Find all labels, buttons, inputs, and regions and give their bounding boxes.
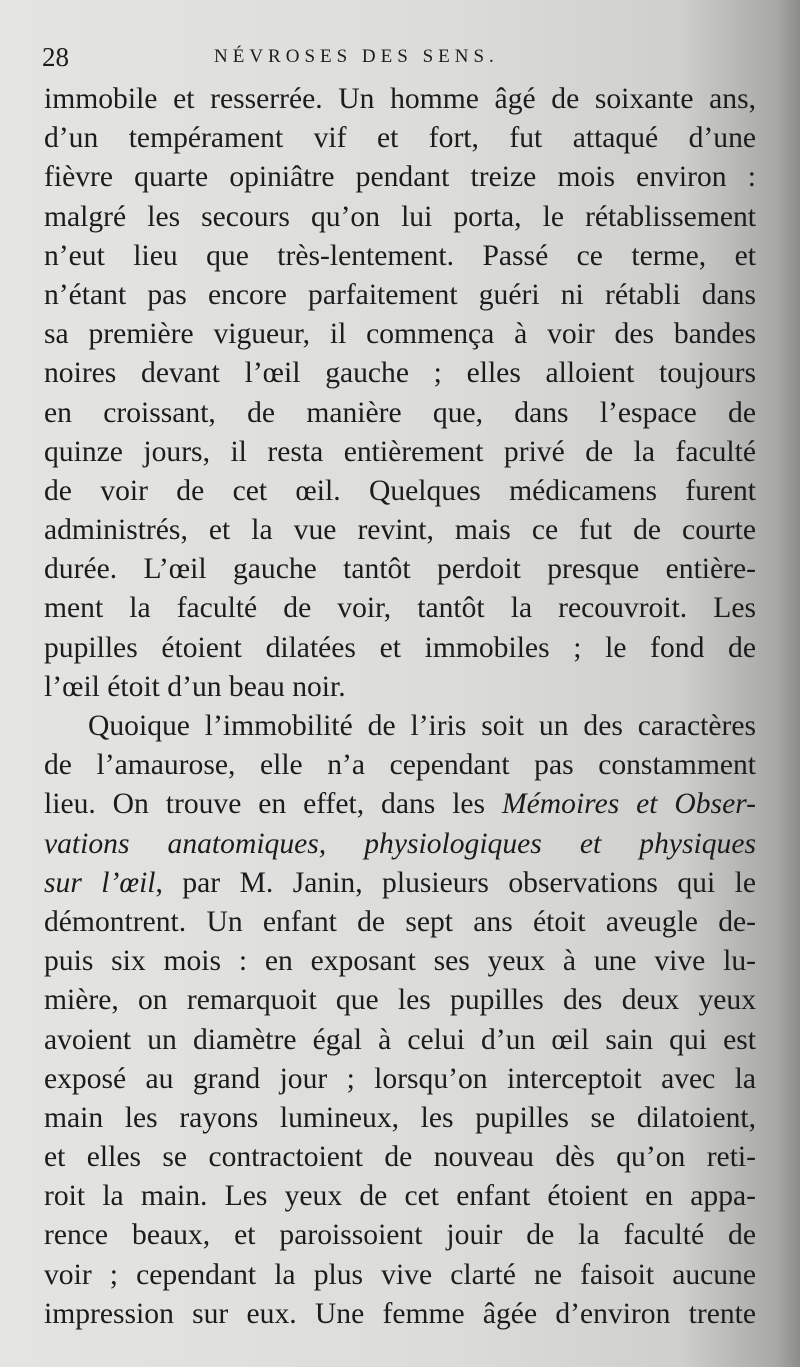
text-line: de l’amaurose, elle n’a cependant pas constamment (44, 749, 756, 782)
text-line: noires devant l’œil gauche ; elles alloient toujours (44, 357, 756, 390)
text-line: mière, on remarquoit que les pupilles des deux yeux (44, 984, 756, 1017)
book-title-italic: Mémoires et Obser- (501, 788, 756, 821)
text-line (44, 825, 756, 864)
text-line: n’étant pas encore parfaitement guéri ni rétabli dans (44, 278, 756, 311)
text-line: exposé au grand jour ; lorsqu’on interceptoit avec la (44, 1062, 756, 1095)
text-line: voir ; cependant la plus vive clarté ne faisoit aucune (44, 1258, 756, 1291)
text-line (44, 864, 756, 903)
text-line: fièvre quarte opiniâtre pendant treize mois environ : (44, 161, 756, 194)
text-line (44, 785, 756, 824)
text-line: n’eut lieu que très-lentement. Passé ce terme, et (44, 239, 756, 272)
page-header (42, 42, 770, 82)
text-line: puis six mois : en exposant ses yeux à une vive lu- (44, 945, 756, 978)
text-line: Quoique l’immobilité de l’iris soit un des caractères (88, 710, 756, 742)
running-title: NÉVROSES DES SENS. (214, 46, 499, 67)
text-line: l’œil étoit d’un beau noir. (44, 670, 346, 703)
text-segment: , par M. Janin, plusieurs observations qui le (155, 866, 756, 899)
text-line: main les rayons lumineux, les pupilles se dilatoient, (44, 1101, 756, 1134)
text-line: pupilles étoient dilatées et immobiles ; le fond de (44, 631, 756, 664)
text-line: avoient un diamètre égal à celui d’un œil sain qui est (44, 1023, 756, 1056)
text-line: immobile et resserrée. Un homme âgé de soixante ans, (44, 83, 756, 115)
page-number: 28 (42, 42, 69, 72)
text-segment: lieu. On trouve en effet, dans les (44, 788, 502, 821)
text-line: démontrent. Un enfant de sept ans étoit aveugle de- (44, 905, 756, 938)
text-line: administrés, et la vue revint, mais ce fut de courte (44, 514, 756, 547)
text-line: ment la faculté de voir, tantôt la recouvroit. Les (44, 592, 756, 625)
text-line: malgré les secours qu’on lui porta, le rétablissement (44, 200, 756, 233)
text-line: quinze jours, il resta entièrement privé de la faculté (44, 435, 756, 468)
paragraph-2 (44, 707, 756, 1334)
book-title-italic: vations anatomiques, physiologiques et physiques (44, 827, 756, 860)
text-line: de voir de cet œil. Quelques médicamens furent (44, 474, 756, 507)
text-line: impression sur eux. Une femme âgée d’environ trente (44, 1297, 756, 1330)
text-line: sa première vigueur, il commença à voir des bandes (44, 318, 756, 351)
text-line: et elles se contractoient de nouveau dès qu’on reti- (44, 1141, 756, 1174)
paragraph-1 (44, 80, 756, 707)
text-line: durée. L’œil gauche tantôt perdoit presque entière- (44, 553, 756, 586)
text-line: en croissant, de manière que, dans l’espace de (44, 396, 756, 429)
text-line: rence beaux, et paroissoient jouir de la faculté de (44, 1219, 756, 1252)
body-text (44, 80, 756, 1334)
book-title-italic: sur l’œil (44, 866, 156, 899)
text-line: roit la main. Les yeux de cet enfant étoient en appa- (44, 1180, 756, 1213)
text-line: d’un tempérament vif et fort, fut attaqué d’une (44, 122, 756, 155)
